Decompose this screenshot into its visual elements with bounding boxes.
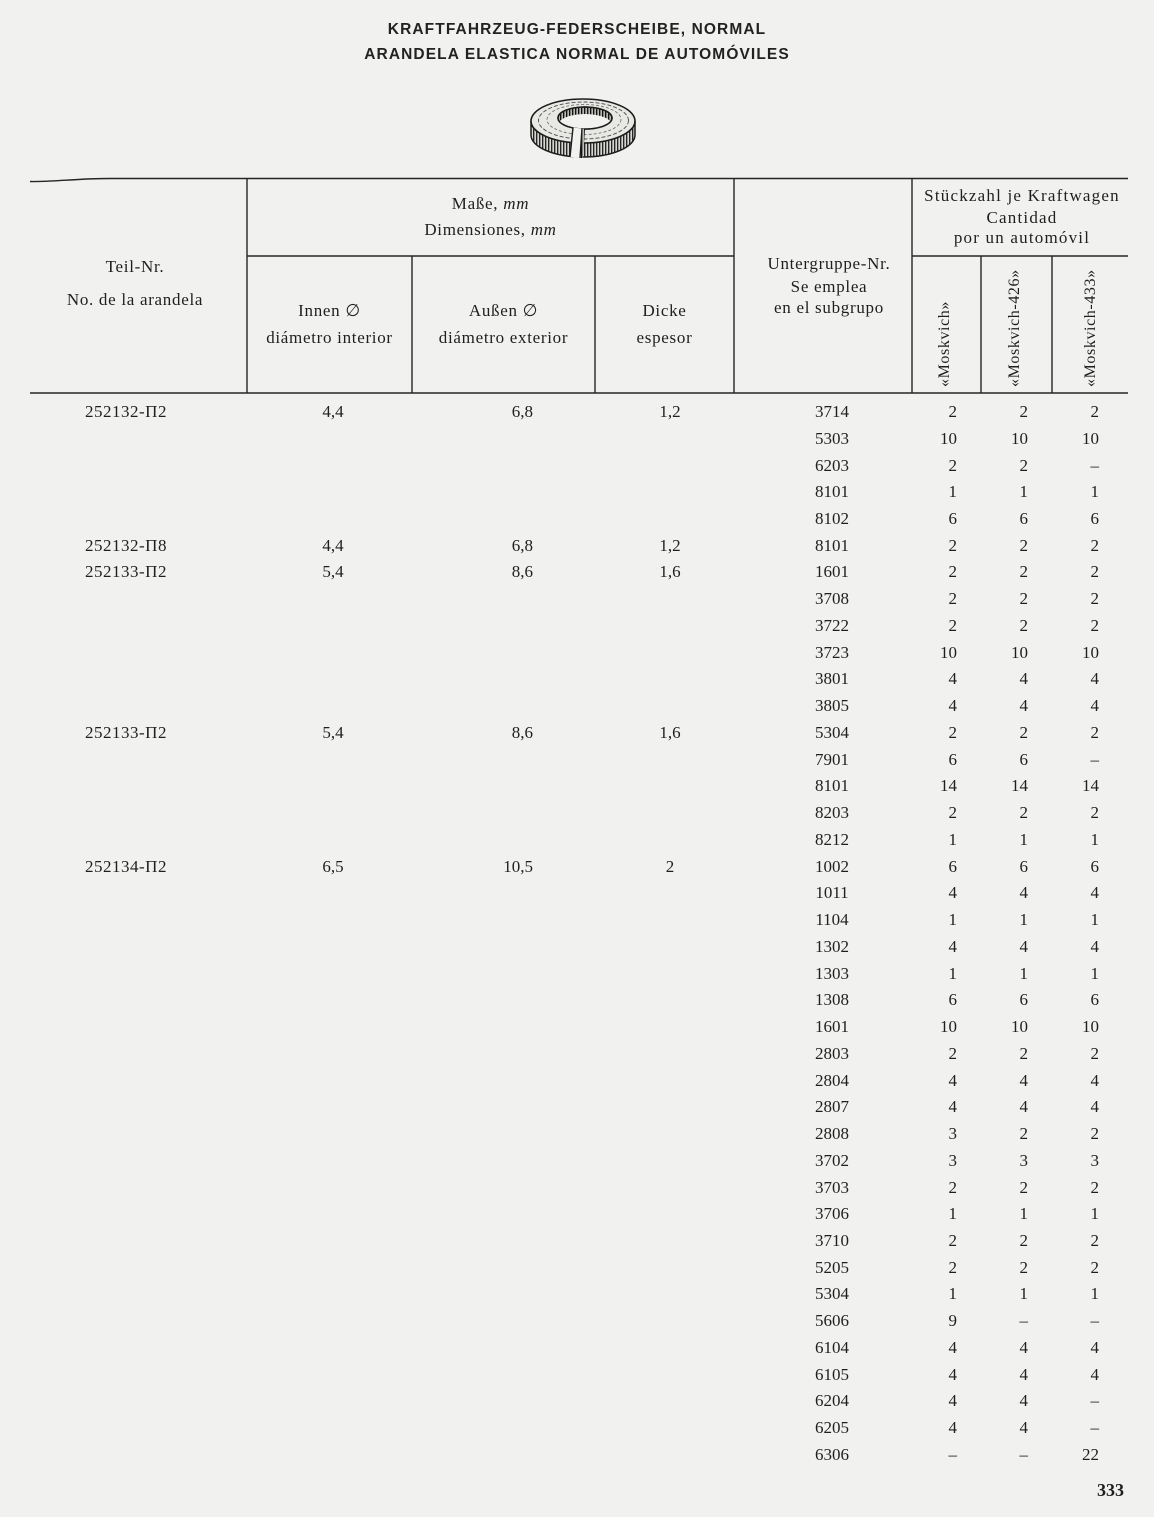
quantity-moskvich-433: 2 (1090, 1230, 1099, 1250)
quantity-moskvich: 2 (948, 402, 957, 421)
quantity-moskvich-433: 2 (1090, 1043, 1099, 1063)
table-row (0, 1309, 1154, 1333)
header-outer-es: diámetro exterior (438, 328, 569, 347)
quantity-moskvich: 6 (948, 990, 957, 1010)
quantity-moskvich-426: 2 (1019, 1043, 1028, 1063)
part-number: 252133-П2 (85, 562, 167, 582)
quantity-moskvich: 1 (948, 482, 957, 502)
header-thickness-es: espesor (636, 328, 693, 347)
subgroup-number: 5303 (815, 428, 849, 448)
quantity-moskvich-433: 10 (1082, 1017, 1099, 1036)
quantity-moskvich-426: 6 (1019, 990, 1028, 1010)
quantity-moskvich: 2 (948, 1043, 957, 1063)
quantity-moskvich: 1 (948, 963, 957, 983)
subgroup-number: 1308 (815, 990, 849, 1010)
quantity-moskvich-426: 2 (1019, 1124, 1028, 1143)
quantity-moskvich: 4 (948, 669, 957, 689)
table-row (0, 1416, 1154, 1440)
quantity-moskvich: 4 (948, 1097, 957, 1117)
quantity-moskvich-433: 4 (1090, 936, 1099, 956)
quantity-moskvich: 14 (940, 776, 957, 796)
quantity-moskvich-433: 2 (1090, 402, 1099, 421)
quantity-moskvich-426: 4 (1019, 1364, 1028, 1384)
part-number: 252133-П2 (85, 722, 167, 742)
table-row (0, 1095, 1154, 1119)
table-row (0, 507, 1154, 531)
quantity-moskvich: 4 (948, 696, 957, 716)
subgroup-number: 1104 (815, 910, 849, 930)
quantity-moskvich: 2 (948, 615, 957, 635)
quantity-moskvich: 4 (948, 1337, 957, 1357)
table-row (0, 1042, 1154, 1066)
quantity-moskvich: 3 (948, 1150, 957, 1170)
thickness: 1,6 (659, 562, 681, 582)
quantity-moskvich-426: 1 (1019, 910, 1028, 930)
table-row (0, 935, 1154, 959)
quantity-moskvich-426: 6 (1019, 856, 1028, 876)
subgroup-number: 6105 (815, 1364, 849, 1384)
table-row (0, 1069, 1154, 1093)
quantity-moskvich-426: 2 (1019, 615, 1028, 635)
quantity-moskvich-426: 4 (1019, 1070, 1028, 1090)
quantity-moskvich: – (948, 1444, 957, 1464)
subgroup-number: 3708 (815, 589, 849, 609)
quantity-moskvich: 4 (948, 1364, 957, 1384)
quantity-moskvich-433: 4 (1090, 1070, 1099, 1090)
table-row (0, 641, 1154, 665)
quantity-moskvich-433: – (1090, 1311, 1099, 1331)
header-inner-es: diámetro interior (266, 328, 393, 347)
subgroup-number: 1002 (815, 856, 849, 876)
quantity-moskvich: 4 (948, 1391, 957, 1411)
quantity-moskvich-433: 10 (1082, 428, 1099, 448)
quantity-moskvich: 9 (948, 1311, 957, 1331)
subgroup-number: 6204 (815, 1391, 849, 1411)
subgroup-number: 2803 (815, 1043, 849, 1063)
subgroup-number: 5304 (815, 1284, 849, 1304)
header-quantity-de: Stückzahl je Kraftwagen (924, 186, 1120, 205)
quantity-moskvich: 2 (948, 722, 957, 742)
subgroup-number: 8101 (815, 535, 849, 555)
quantity-moskvich-426: 6 (1019, 749, 1028, 769)
quantity-moskvich-426: 2 (1019, 722, 1028, 742)
quantity-moskvich-426: 1 (1019, 829, 1028, 849)
table-row (0, 1282, 1154, 1306)
quantity-moskvich-426: 2 (1019, 535, 1028, 555)
table-row (0, 1122, 1154, 1146)
table-row (0, 587, 1154, 611)
thickness: 2 (665, 856, 675, 876)
quantity-moskvich: 6 (948, 856, 957, 876)
quantity-moskvich-426: 4 (1019, 936, 1028, 956)
quantity-moskvich-433: 2 (1090, 615, 1099, 635)
table-row (0, 881, 1154, 905)
quantity-moskvich: 6 (948, 509, 957, 528)
quantity-moskvich: 10 (940, 1017, 957, 1036)
header-quantity-es1: Cantidad (986, 208, 1058, 227)
quantity-moskvich-426: 4 (1019, 1391, 1028, 1411)
subgroup-number: 3706 (815, 1204, 849, 1224)
subgroup-number: 8212 (815, 829, 849, 849)
page-number: 333 (1097, 1480, 1124, 1500)
quantity-moskvich-426: 14 (1011, 776, 1028, 796)
table-row (0, 1149, 1154, 1173)
quantity-moskvich-426: 3 (1019, 1150, 1028, 1170)
header-dimensions-es-label: Dimensiones, (424, 220, 526, 239)
quantity-moskvich-433: 2 (1090, 589, 1099, 609)
quantity-moskvich-426: 2 (1019, 455, 1028, 475)
title-spanish: ARANDELA ELASTICA NORMAL DE AUTOMÓVILES (364, 46, 790, 63)
table-row (0, 1443, 1154, 1467)
quantity-moskvich-433: 1 (1090, 1204, 1099, 1224)
table-row (0, 1202, 1154, 1226)
subgroup-number: 7901 (815, 749, 849, 769)
quantity-moskvich-426: 1 (1019, 482, 1028, 502)
quantity-moskvich-433: 4 (1090, 1097, 1099, 1117)
quantity-moskvich-433: 6 (1090, 509, 1099, 528)
subgroup-number: 3702 (815, 1150, 849, 1170)
quantity-moskvich-426: 6 (1019, 509, 1028, 528)
table-row (0, 1229, 1154, 1253)
table-row (0, 774, 1154, 798)
header-inner-de: Innen ∅ (298, 301, 361, 320)
quantity-moskvich-433: – (1090, 1391, 1099, 1411)
table-row (0, 1256, 1154, 1280)
subgroup-number: 8203 (815, 803, 849, 823)
outer-diameter: 10,5 (503, 856, 533, 876)
table-row (0, 534, 1154, 558)
part-number: 252134-П2 (85, 856, 167, 876)
quantity-moskvich-426: 10 (1011, 1017, 1028, 1036)
header-part-no-de: Teil-Nr. (105, 257, 165, 276)
header-model-moskvich: «Moskvich» (936, 301, 953, 387)
quantity-moskvich-433: 1 (1090, 482, 1099, 502)
inner-diameter: 5,4 (322, 562, 344, 582)
quantity-moskvich-433: 2 (1090, 562, 1099, 582)
table-row (0, 400, 1154, 424)
quantity-moskvich-433: 2 (1090, 1124, 1099, 1143)
quantity-moskvich-426: 1 (1019, 1284, 1028, 1304)
table-row (0, 480, 1154, 504)
outer-diameter: 8,6 (511, 722, 533, 742)
subgroup-number: 1601 (815, 1017, 849, 1036)
quantity-moskvich: 4 (948, 883, 957, 903)
quantity-moskvich: 2 (948, 803, 957, 823)
subgroup-number: 1302 (815, 936, 849, 956)
table-row (0, 962, 1154, 986)
subgroup-number: 3710 (815, 1230, 849, 1250)
header-quantity-es2: por un automóvil (953, 228, 1091, 247)
subgroup-number: 1011 (815, 883, 849, 903)
quantity-moskvich-426: 4 (1019, 1097, 1028, 1117)
header-subgroup-de: Untergruppe-Nr. (767, 254, 891, 273)
table-row (0, 801, 1154, 825)
header-model-moskvich-426: «Moskvich-426» (1006, 269, 1023, 387)
quantity-moskvich-426: 2 (1019, 562, 1028, 582)
quantity-moskvich-426: 2 (1019, 1177, 1028, 1197)
quantity-moskvich: 6 (948, 749, 957, 769)
header-subgroup-es1: Se emplea (790, 277, 868, 296)
title-german: KRAFTFAHRZEUG-FEDERSCHEIBE, NORMAL (387, 21, 767, 38)
quantity-moskvich: 1 (948, 1284, 957, 1304)
quantity-moskvich-426: 4 (1019, 669, 1028, 689)
quantity-moskvich-426: – (1019, 1444, 1028, 1464)
quantity-moskvich-433: 4 (1090, 696, 1099, 716)
quantity-moskvich-433: 2 (1090, 803, 1099, 823)
quantity-moskvich-433: 4 (1090, 1364, 1099, 1384)
quantity-moskvich-433: – (1090, 749, 1099, 769)
header-outer-de: Außen ∅ (468, 301, 539, 320)
subgroup-number: 2808 (815, 1124, 849, 1143)
quantity-moskvich-433: 2 (1090, 1257, 1099, 1277)
subgroup-number: 5304 (815, 722, 849, 742)
quantity-moskvich-426: 10 (1011, 428, 1028, 448)
table-row (0, 1176, 1154, 1200)
table-row (0, 828, 1154, 852)
quantity-moskvich: 2 (948, 455, 957, 475)
quantity-moskvich-433: 4 (1090, 1337, 1099, 1357)
quantity-moskvich-433: 1 (1090, 829, 1099, 849)
header-dimensions-unit: mm (530, 220, 557, 239)
quantity-moskvich-433: 2 (1090, 722, 1099, 742)
subgroup-number: 2804 (815, 1070, 849, 1090)
quantity-moskvich: 2 (948, 1177, 957, 1197)
subgroup-number: 2807 (815, 1097, 849, 1117)
subgroup-number: 8102 (815, 509, 849, 528)
quantity-moskvich: 10 (940, 428, 957, 448)
quantity-moskvich-426: 2 (1019, 402, 1028, 421)
quantity-moskvich: 2 (948, 535, 957, 555)
header-thickness-de: Dicke (642, 301, 687, 320)
quantity-moskvich-426: – (1019, 1311, 1028, 1331)
table-row (0, 908, 1154, 932)
quantity-moskvich-426: 4 (1019, 883, 1028, 903)
quantity-moskvich: 2 (948, 1257, 957, 1277)
quantity-moskvich-426: 4 (1019, 696, 1028, 716)
quantity-moskvich-433: 1 (1090, 963, 1099, 983)
inner-diameter: 4,4 (322, 402, 344, 421)
inner-diameter: 4,4 (322, 535, 344, 555)
quantity-moskvich-426: 4 (1019, 1418, 1028, 1438)
quantity-moskvich-433: – (1090, 455, 1099, 475)
quantity-moskvich-433: 6 (1090, 990, 1099, 1010)
quantity-moskvich: 2 (948, 562, 957, 582)
quantity-moskvich-426: 10 (1011, 642, 1028, 662)
subgroup-number: 5606 (815, 1311, 849, 1331)
header-part-no-es: No. de la arandela (66, 290, 204, 309)
quantity-moskvich-433: 2 (1090, 1177, 1099, 1197)
table-row (0, 855, 1154, 879)
quantity-moskvich-433: 3 (1090, 1150, 1099, 1170)
subgroup-number: 8101 (815, 776, 849, 796)
subgroup-number: 3723 (815, 642, 849, 662)
subgroup-number: 3722 (815, 615, 849, 635)
inner-diameter: 6,5 (322, 856, 344, 876)
thickness: 1,2 (659, 535, 681, 555)
quantity-moskvich-426: 1 (1019, 1204, 1028, 1224)
quantity-moskvich-433: – (1090, 1418, 1099, 1438)
thickness: 1,6 (659, 722, 681, 742)
subgroup-number: 8101 (815, 482, 849, 502)
subgroup-number: 3714 (815, 402, 849, 421)
table-row (0, 1336, 1154, 1360)
quantity-moskvich-433: 1 (1090, 910, 1099, 930)
outer-diameter: 8,6 (511, 562, 533, 582)
quantity-moskvich: 2 (948, 589, 957, 609)
subgroup-number: 6306 (815, 1444, 849, 1464)
quantity-moskvich: 1 (948, 1204, 957, 1224)
outer-diameter: 6,8 (511, 535, 533, 555)
quantity-moskvich-426: 2 (1019, 1230, 1028, 1250)
quantity-moskvich: 10 (940, 642, 957, 662)
thickness: 1,2 (659, 402, 681, 421)
inner-diameter: 5,4 (322, 722, 344, 742)
table-row (0, 667, 1154, 691)
table-row (0, 614, 1154, 638)
subgroup-number: 5205 (815, 1257, 849, 1277)
table-row (0, 721, 1154, 745)
quantity-moskvich-433: 4 (1090, 883, 1099, 903)
quantity-moskvich: 3 (948, 1124, 957, 1143)
subgroup-number: 3805 (815, 696, 849, 716)
subgroup-number: 1303 (815, 963, 849, 983)
table-row (0, 988, 1154, 1012)
quantity-moskvich-433: 22 (1082, 1444, 1099, 1464)
table-row (0, 560, 1154, 584)
table-row (0, 748, 1154, 772)
header-dimensions-de-label: Maße, (451, 194, 499, 213)
quantity-moskvich-426: 2 (1019, 1257, 1028, 1277)
outer-diameter: 6,8 (511, 402, 533, 421)
table-row (0, 1363, 1154, 1387)
table-row (0, 1389, 1154, 1413)
quantity-moskvich-426: 1 (1019, 963, 1028, 983)
quantity-moskvich: 1 (948, 829, 957, 849)
subgroup-number: 6205 (815, 1418, 849, 1438)
quantity-moskvich-426: 2 (1019, 589, 1028, 609)
quantity-moskvich: 2 (948, 1230, 957, 1250)
header-subgroup-es2: en el subgrupo (774, 298, 884, 317)
quantity-moskvich-426: 2 (1019, 803, 1028, 823)
table-row (0, 454, 1154, 478)
quantity-moskvich-426: 4 (1019, 1337, 1028, 1357)
table-row (0, 427, 1154, 451)
header-model-moskvich-433: «Moskvich-433» (1082, 269, 1099, 387)
subgroup-number: 3801 (815, 669, 849, 689)
quantity-moskvich: 4 (948, 1070, 957, 1090)
part-number: 252132-П2 (85, 402, 167, 421)
quantity-moskvich-433: 4 (1090, 669, 1099, 689)
quantity-moskvich-433: 2 (1090, 535, 1099, 555)
table-row (0, 694, 1154, 718)
subgroup-number: 3703 (815, 1177, 849, 1197)
subgroup-number: 6203 (815, 455, 849, 475)
quantity-moskvich: 4 (948, 936, 957, 956)
quantity-moskvich-433: 1 (1090, 1284, 1099, 1304)
header-dimensions-unit: mm (503, 194, 530, 213)
table-row (0, 1015, 1154, 1039)
subgroup-number: 1601 (815, 562, 849, 582)
quantity-moskvich-433: 6 (1090, 856, 1099, 876)
quantity-moskvich-433: 10 (1082, 642, 1099, 662)
quantity-moskvich: 4 (948, 1418, 957, 1438)
quantity-moskvich-433: 14 (1082, 776, 1099, 796)
part-number: 252132-П8 (85, 535, 167, 555)
subgroup-number: 6104 (815, 1337, 849, 1357)
quantity-moskvich: 1 (948, 910, 957, 930)
